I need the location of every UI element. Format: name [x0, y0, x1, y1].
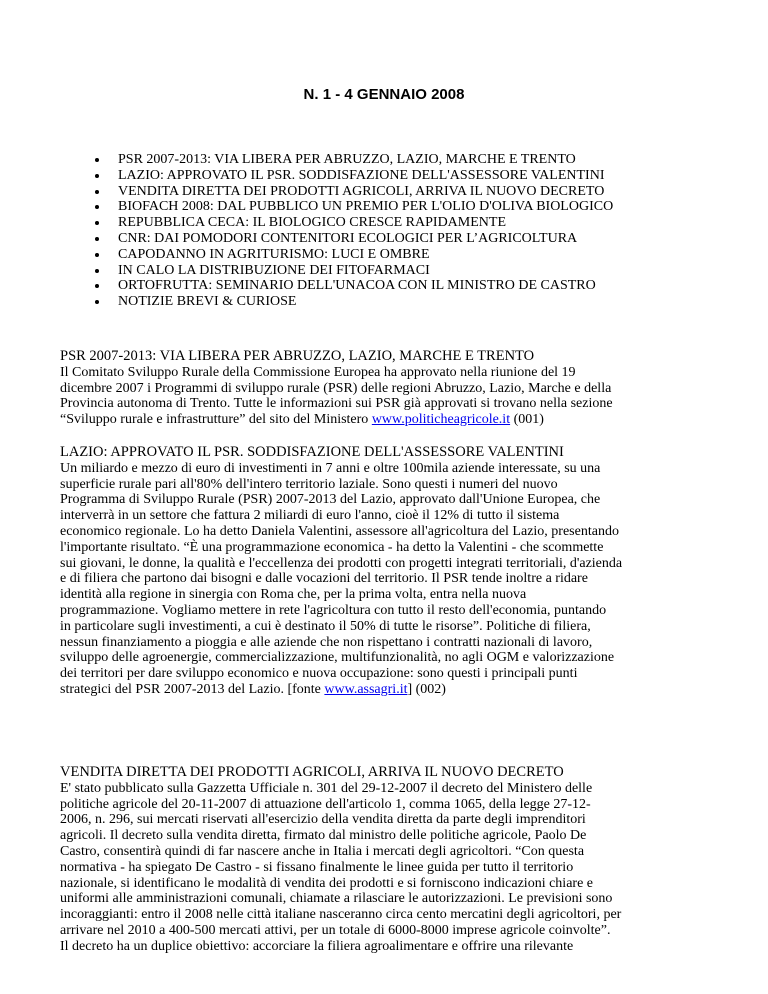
article-line: identità alla regione in sinergia con Roma che, per la prima volta, entra nella nuova — [60, 587, 527, 603]
article-line: e di filiera che partono dai bisogni e dalle vocazioni del territorio. Il PSR tende inoltre a ridare — [60, 571, 588, 587]
bullet-icon — [95, 237, 99, 241]
article-heading: VENDITA DIRETTA DEI PRODOTTI AGRICOLI, ARRIVA IL NUOVO DECRETO — [60, 764, 564, 780]
assagri-website-link[interactable]: www.assagri.it — [324, 681, 408, 697]
toc-item[interactable] — [0, 215, 613, 231]
article-line: Programma di Sviluppo Rurale (PSR) 2007-2013 del Lazio, approvato dall'Unione Europea, che — [60, 492, 601, 508]
toc-item-label: ORTOFRUTTA: SEMINARIO DELL'UNACOA CON IL MINISTRO DE CASTRO — [118, 278, 596, 294]
toc-item-label: CNR: DAI POMODORI CONTENITORI ECOLOGICI PER L’AGRICOLTURA — [118, 230, 578, 246]
bullet-icon — [95, 253, 99, 257]
article-line: Il decreto ha un duplice obiettivo: accorciare la filiera agroalimentare e offrire una rilevante — [60, 938, 574, 954]
article-line: sviluppo delle agroenergie, commercializzazione, multifunzionalità, no agli OGM e valorizzazione — [60, 650, 615, 666]
toc-item-label: CAPODANNO IN AGRITURISMO: LUCI E OMBRE — [118, 246, 430, 262]
bullet-icon — [95, 284, 99, 288]
toc-item[interactable] — [0, 184, 613, 200]
article-reference: ] (002) — [407, 681, 446, 697]
ministry-website-link[interactable]: www.politicheagricole.it — [371, 412, 511, 428]
article-line: Il Comitato Sviluppo Rurale della Commissione Europea ha approvato nella riunione del 19 — [60, 364, 576, 380]
article-line: normativa - ha spiegato De Castro - si fissano finalmente le linee guida per tutto il territorio — [60, 859, 574, 875]
bullet-icon — [95, 174, 99, 178]
article-line: nazionale, si identificano le modalità di vendita dei prodotti e si forniscono indicazioni chiare e — [60, 875, 593, 891]
toc-item-label: BIOFACH 2008: DAL PUBBLICO UN PREMIO PER L'OLIO D'OLIVA BIOLOGICO — [118, 199, 614, 215]
toc-item[interactable] — [0, 231, 613, 247]
article-line: incoraggianti: entro il 2008 nelle città italiane nasceranno circa cento mercatini degli agricoltori, per — [60, 907, 622, 923]
bullet-icon — [95, 190, 99, 194]
article-line: l'importante risultato. “È una programmazione economica - ha detto la Valentini - che scommette — [60, 539, 604, 555]
article-line: uniformi alle amministrazioni comunali, chiamate a rilasciare le autorizzazioni. Le previsioni sono — [60, 891, 613, 907]
article-lazio-psr — [60, 445, 710, 698]
article-line: superficie rurale pari all'80% dell'intero territorio laziale. Sono questi i numeri del nuovo — [60, 476, 558, 492]
toc-item-label: LAZIO: APPROVATO IL PSR. SODDISFAZIONE DELL'ASSESSORE VALENTINI — [118, 167, 605, 183]
bullet-icon — [95, 205, 99, 209]
article-line: Un miliardo e mezzo di euro di investimenti in 7 anni e oltre 100mila aziende interessate, su una — [60, 460, 601, 476]
article-line: interverrà in un settore che fattura 2 miliardi di euro l'anno, cioè il 12% di tutto il sistema — [60, 508, 560, 524]
article-line: strategici del PSR 2007-2013 del Lazio. [fonte — [60, 681, 325, 697]
article-line: dicembre 2007 i Programmi di sviluppo rurale (PSR) delle regioni Abruzzo, Lazio, Marche e della — [60, 380, 612, 396]
bullet-icon — [95, 269, 99, 273]
article-reference: (001) — [510, 412, 544, 428]
article-body — [60, 365, 710, 428]
toc-item-label: VENDITA DIRETTA DEI PRODOTTI AGRICOLI, ARRIVA IL NUOVO DECRETO — [118, 183, 605, 199]
article-body — [60, 781, 710, 955]
toc-item[interactable] — [0, 152, 613, 168]
article-direct-sales-decree — [60, 765, 710, 955]
article-body — [60, 461, 710, 698]
bullet-icon — [95, 221, 99, 225]
article-line: Provincia autonoma di Trento. Tutte le informazioni sui PSR già approvati si trovano nella sezione — [60, 396, 613, 412]
toc-item[interactable] — [0, 247, 613, 263]
toc-item[interactable] — [0, 294, 613, 310]
article-line: dei territori per dare sviluppo economico e nuova occupazione: sono questi i principali punti — [60, 666, 578, 682]
article-heading: PSR 2007-2013: VIA LIBERA PER ABRUZZO, LAZIO, MARCHE E TRENTO — [60, 348, 535, 364]
toc-item-label: PSR 2007-2013: VIA LIBERA PER ABRUZZO, LAZIO, MARCHE E TRENTO — [118, 152, 576, 167]
bullet-icon — [95, 300, 99, 304]
article-heading: LAZIO: APPROVATO IL PSR. SODDISFAZIONE DELL'ASSESSORE VALENTINI — [60, 444, 564, 460]
toc-item-label: IN CALO LA DISTRIBUZIONE DEI FITOFARMACI — [118, 262, 430, 278]
article-line: Castro, consentirà quindi di far nascere anche in Italia i mercati degli agricoltori. “Con questa — [60, 843, 585, 859]
toc-item[interactable] — [0, 263, 613, 279]
table-of-contents — [0, 152, 613, 310]
article-psr-approval — [60, 349, 710, 428]
toc-item-label: NOTIZIE BREVI & CURIOSE — [118, 294, 297, 310]
article-line: programmazione. Vogliamo mettere in rete l'agricoltura con tutto il resto dell'economia, puntando — [60, 602, 607, 618]
article-line: economico regionale. Lo ha detto Daniela Valentini, assessore all'agricoltura del Lazio, presentando — [60, 523, 619, 539]
toc-item[interactable] — [0, 168, 613, 184]
toc-item[interactable] — [0, 278, 613, 294]
toc-item-label: REPUBBLICA CECA: IL BIOLOGICO CRESCE RAPIDAMENTE — [118, 215, 507, 231]
article-line: in particolare sugli investimenti, a cui è destinato il 50% di tutte le risorse”. Politiche di filiera, — [60, 618, 591, 634]
article-line: politiche agricole del 20-11-2007 di attuazione dell'articolo 1, comma 1065, della legge 27-12- — [60, 796, 591, 812]
article-line: arrivare nel 2010 a 400-500 mercati attivi, per un totale di 6000-8000 imprese agricole coinvolte”. — [60, 922, 611, 938]
article-line: E' stato pubblicato sulla Gazzetta Ufficiale n. 301 del 29-12-2007 il decreto del Ministero delle — [60, 780, 593, 796]
newsletter-title: N. 1 - 4 GENNAIO 2008 — [303, 86, 465, 103]
toc-item[interactable] — [0, 199, 613, 215]
article-line: agricoli. Il decreto sulla vendita diretta, firmato dal ministro delle politiche agricole, Paolo De — [60, 828, 587, 844]
article-line: “Sviluppo rurale e infrastrutture” del sito del Ministero — [60, 412, 372, 428]
article-line: nessun finanziamento a pioggia e alle aziende che non rispettano i contratti nazionali di lavoro, — [60, 634, 593, 650]
article-line: sui giovani, le donne, la qualità e l'eccellenza dei prodotti con progetti integrati territoriali, d'azienda — [60, 555, 623, 571]
bullet-icon — [95, 158, 99, 162]
article-line: 2006, n. 296, sui mercati riservati all'esercizio della vendita diretta da parte degli imprenditori — [60, 812, 586, 828]
